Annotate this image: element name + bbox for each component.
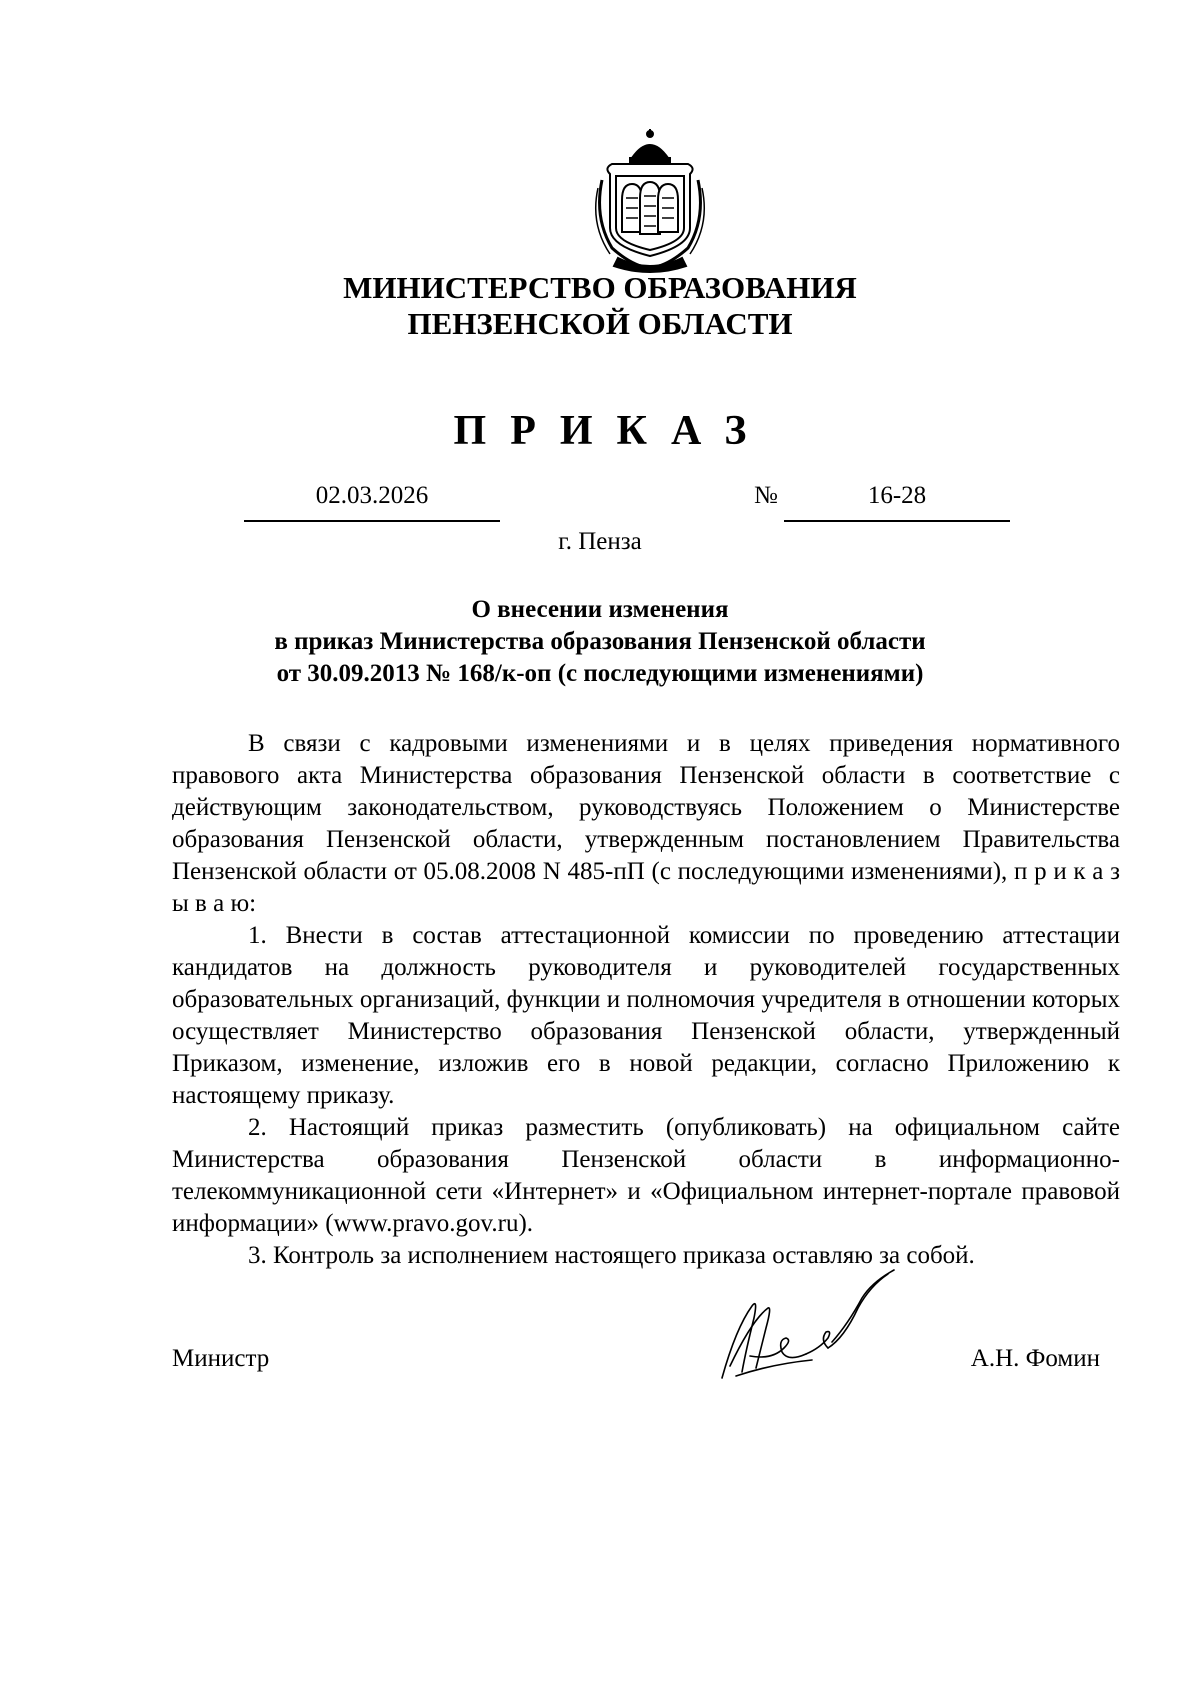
item-2-paragraph: 2. Настоящий приказ разместить (опубликовать) на официальном сайте Министерства образования Пензенской области в информационно-телекоммуникационной сети «Интернет» и «Официальном интернет-портале правовой информации» (www.pravo.gov.ru). xyxy=(172,1114,1120,1237)
subject-line1: О внесении изменения xyxy=(471,596,729,623)
document-type-title: ПРИКАЗ xyxy=(453,408,771,454)
item-1-paragraph: 1. Внести в состав аттестационной комиссии по проведению аттестации кандидатов на должность руководителя и руководителей государственных образовательных организаций, функции и полномочия учредителя в отношении которых осуществляет Министерство образования Пензенской области, утвержденный Приказом, изменение, изложив его в новой редакции, согласно Приложению к настоящему приказу. xyxy=(172,922,1120,1109)
coat-of-arms-icon xyxy=(588,128,712,274)
city: г. Пенза xyxy=(558,528,642,555)
ministry-name-line2: ПЕНЗЕНСКОЙ ОБЛАСТИ xyxy=(407,306,793,341)
order-date-field xyxy=(244,478,500,522)
subject-line2: в приказ Министерства образования Пензенской области xyxy=(274,628,926,655)
order-number: 16-28 xyxy=(867,482,927,509)
number-sign: № xyxy=(754,482,778,509)
preamble-paragraph: В связи с кадровыми изменениями и в целях приведения нормативного правового акта Министерства образования Пензенской области в соответствие с действующим законодательством, руководствуясь Положением о Министерстве образования Пензенской области, утвержденным постановлением Правительства Пензенской области от 05.08.2008 N 485-пП (с последующими изменениями), п р и к а з ы в а ю: xyxy=(172,730,1120,917)
ministry-name-line1: МИНИСТЕРСТВО ОБРАЗОВАНИЯ xyxy=(343,270,857,305)
signer-name: А.Н. Фомин xyxy=(970,1345,1100,1372)
signer-position: Министр xyxy=(172,1345,270,1372)
order-subject xyxy=(200,594,1000,690)
handwritten-signature xyxy=(712,1268,900,1388)
item-3-paragraph: 3. Контроль за исполнением настоящего приказа оставляю за собой. xyxy=(248,1242,975,1269)
subject-line3: от 30.09.2013 № 168/к-оп (с последующими изменениями) xyxy=(276,660,924,687)
order-body xyxy=(172,728,1120,1272)
order-date: 02.03.2026 xyxy=(315,482,429,509)
order-number-field xyxy=(784,478,1010,522)
